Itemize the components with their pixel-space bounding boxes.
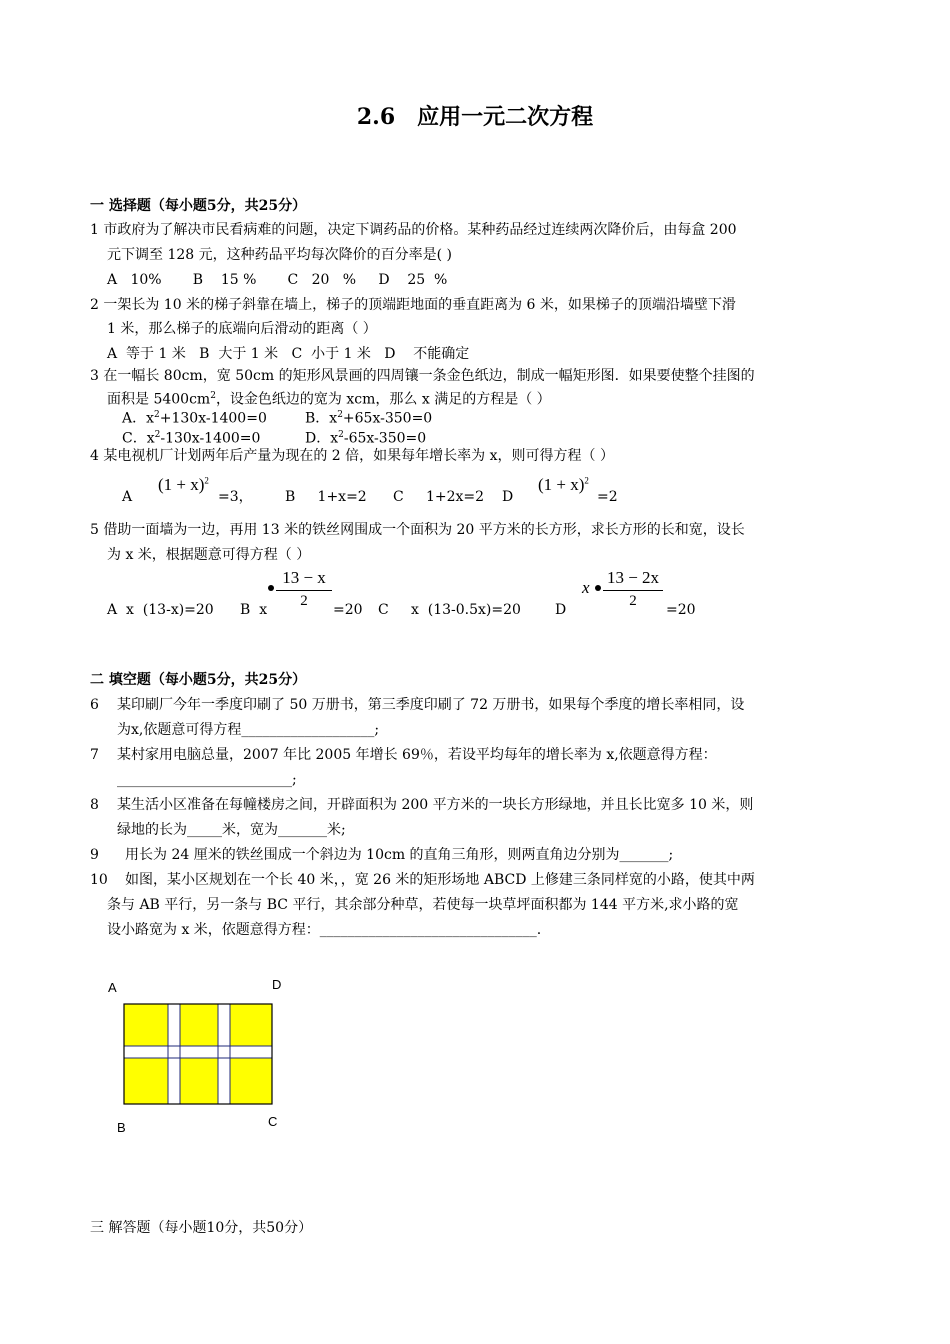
question-4-option-a-rhs: =3， bbox=[218, 489, 253, 505]
question-3-option-c: C．$x^2-130x-1400=0$ bbox=[122, 430, 261, 447]
question-4-line-1: 4 某电视机厂计划两年后产量为现在的 2 倍，如果每年增长率为 x，则可得方程（ ） bbox=[90, 448, 614, 464]
path-horizontal bbox=[124, 1046, 272, 1058]
garden-plot-figure bbox=[120, 1000, 280, 1110]
question-3-option-b: B．$x^2+65x-350=0$ bbox=[305, 410, 433, 427]
fraction-numerator: 13 − 2x bbox=[606, 568, 660, 587]
question-5-option-d-rhs: =20 bbox=[666, 602, 696, 618]
question-9-number: 9 bbox=[90, 847, 99, 863]
question-5-option-d-label: D bbox=[555, 602, 567, 618]
section-heading-answer: 三 解答题（每小题10分，共50分） bbox=[90, 1220, 313, 1236]
question-5-option-d-variable: x bbox=[582, 578, 590, 597]
question-7-line-1: 某村家用电脑总量，2007 年比 2005 年增长 69％，若设平均每年的增长率为 x,依题意得方程： bbox=[117, 747, 717, 763]
question-1-line-2: 元下调至 128 元，这种药品平均每次降价的百分率是( ) bbox=[107, 247, 452, 263]
fraction-denominator: 2 bbox=[629, 593, 637, 609]
question-5-line-1: 5 借助一面墙为一边，再用 13 米的铁丝网围成一个面积为 20 平方米的长方形，求长方形的长和宽，设长 bbox=[90, 522, 745, 538]
multiplication-dot bbox=[268, 585, 274, 591]
question-4-option-a-expression: $(1 + x)^2$ bbox=[158, 475, 209, 494]
question-2-line-2: 1 米，那么梯子的底端向后滑动的距离（ ） bbox=[107, 321, 377, 337]
question-8-line-2: 绿地的长为_____米，宽为_______米; bbox=[117, 822, 346, 838]
question-6-line-1: 某印刷厂今年一季度印刷了 50 万册书，第三季度印刷了 72 万册书，如果每个季度的增长率相同，设 bbox=[117, 697, 745, 713]
figure-label-a: A bbox=[108, 980, 117, 995]
question-1-options: A 10% B 15 % C 20 % D 25 % bbox=[107, 272, 448, 288]
page-title: 2.6 应用一元二次方程 bbox=[356, 104, 594, 130]
question-2-line-1: 2 一架长为 10 米的梯子斜靠在墙上，梯子的顶端距地面的垂直距离为 6 米，如果梯子的顶端沿墙壁下滑 bbox=[90, 297, 736, 313]
question-6-line-2: 为x,依题意可得方程___________________; bbox=[117, 722, 380, 738]
question-8-line-1: 某生活小区准备在每幢楼房之间，开辟面积为 200 平方米的一块长方形绿地，并且长比宽多 10 米，则 bbox=[117, 797, 754, 813]
question-5-option-b-label: B x bbox=[240, 602, 268, 618]
question-5-line-2: 为 x 米，根据题意可得方程（ ） bbox=[107, 547, 311, 563]
question-4-option-d-expression: $(1 + x)^2$ bbox=[538, 475, 589, 494]
section-heading-fill: 二 填空题（每小题5分，共25分） bbox=[90, 672, 307, 688]
question-10-line-2: 条与 AB 平行，另一条与 BC 平行，其余部分种草，若使每一块草坪面积都为 144 平方米,求小路的宽 bbox=[107, 897, 739, 913]
fraction-bar bbox=[276, 590, 332, 591]
question-7-line-2: _________________________; bbox=[117, 772, 297, 788]
question-3-line-1: 3 在一幅长 80cm，宽 50cm 的矩形风景画的四周镶一条金色纸边，制成一幅矩形图．如果要使整个挂图的 bbox=[90, 368, 755, 384]
fraction-bar bbox=[603, 590, 663, 591]
figure-label-b: B bbox=[117, 1120, 126, 1135]
question-3-line-2: 面积是 $5400cm^2$，设金色纸边的宽为 xcm，那么 x 满足的方程是（ ） bbox=[107, 391, 551, 408]
question-4-option-c: C 1+2x=2 bbox=[393, 489, 485, 505]
question-9-line-1: 用长为 24 厘米的铁丝围成一个斜边为 10cm 的直角三角形，则两直角边分别为_______; bbox=[125, 847, 674, 863]
question-6-number: 6 bbox=[90, 697, 99, 713]
question-4-option-d-rhs: =2 bbox=[597, 489, 618, 505]
multiplication-dot bbox=[595, 585, 601, 591]
question-10-line-3: 设小路宽为 x 米，依题意得方程：_______________________________. bbox=[107, 922, 542, 938]
fraction-denominator: 2 bbox=[300, 593, 308, 609]
question-5-option-b-fraction bbox=[276, 568, 332, 610]
question-5-option-b-rhs: =20 bbox=[333, 602, 363, 618]
section-heading-choice: 一 选择题（每小题5分，共25分） bbox=[90, 198, 307, 214]
question-10-number: 10 bbox=[90, 872, 108, 888]
question-1-line-1: 1 市政府为了解决市民看病难的问题，决定下调药品的价格。某种药品经过连续两次降价后，由每盒 200 bbox=[90, 222, 737, 238]
question-8-number: 8 bbox=[90, 797, 99, 813]
question-4-option-a-label: A bbox=[122, 489, 133, 505]
fraction-numerator: 13 − x bbox=[282, 568, 326, 587]
question-4-option-b: B 1+x=2 bbox=[285, 489, 367, 505]
question-10-line-1: 如图，某小区规划在一个长 40 米，，宽 26 米的矩形场地 ABCD 上修建三条同样宽的小路，使其中两 bbox=[125, 872, 755, 888]
question-3-option-d: D．$x^2-65x-350=0$ bbox=[305, 430, 427, 447]
question-5-option-d-fraction bbox=[603, 568, 663, 610]
question-5-option-c: C x (13-0.5x)=20 bbox=[378, 602, 521, 618]
question-3-option-a: A．$x^2+130x-1400=0$ bbox=[122, 410, 267, 427]
figure-label-c: C bbox=[268, 1114, 278, 1129]
question-4-option-d-label: D bbox=[502, 489, 514, 505]
question-2-options: A 等于 1 米 B 大于 1 米 C 小于 1 米 D 不能确定 bbox=[107, 346, 470, 362]
figure-label-d: D bbox=[272, 977, 282, 992]
question-5-option-a: A x (13-x)=20 bbox=[107, 602, 214, 618]
question-7-number: 7 bbox=[90, 747, 99, 763]
